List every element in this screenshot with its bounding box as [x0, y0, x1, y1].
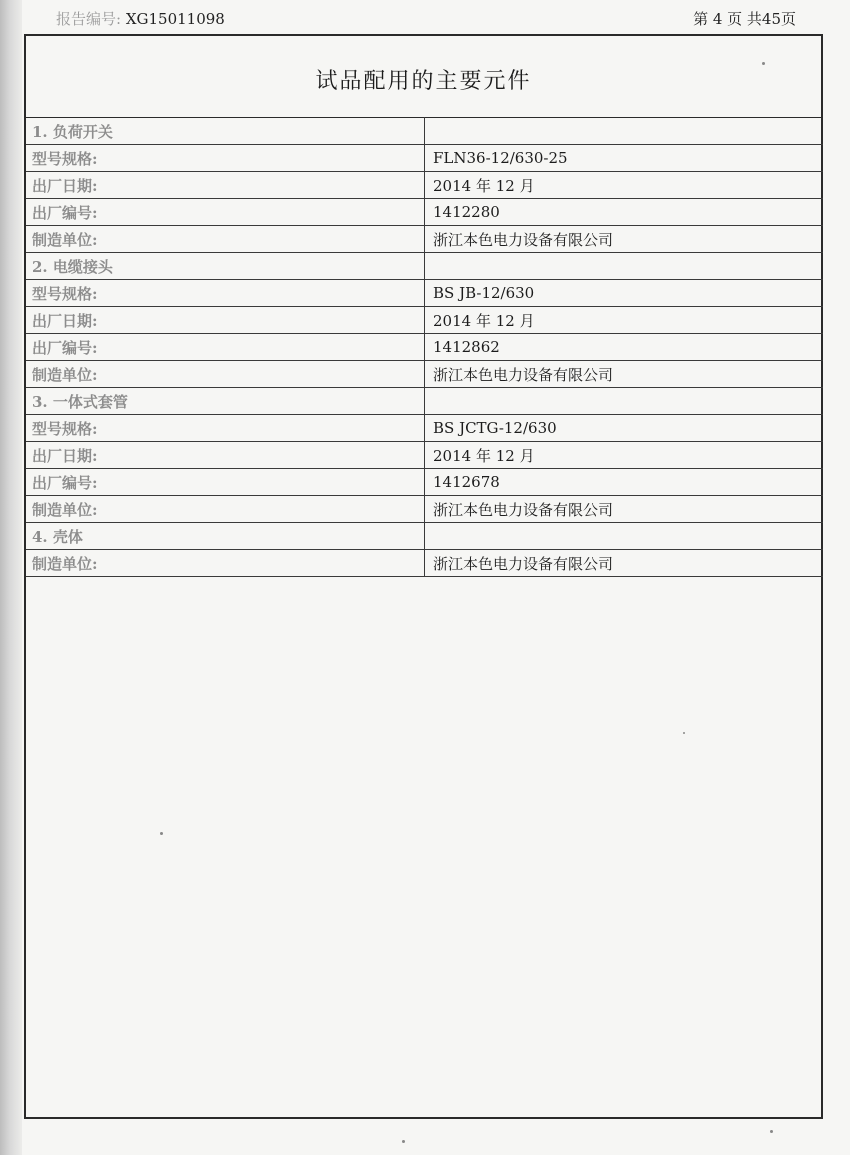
table-row: [26, 307, 823, 334]
row-value: 2014 年 12 月: [425, 172, 824, 199]
components-table: [26, 117, 823, 577]
scan-speck: [683, 732, 685, 734]
page-indicator: 第 4 页 共45页: [693, 10, 796, 28]
row-value: [425, 523, 824, 550]
scan-speck: [770, 1130, 773, 1133]
scan-speck: [402, 1140, 405, 1143]
row-value: [425, 253, 824, 280]
row-value: 浙江本色电力设备有限公司: [425, 496, 824, 523]
scan-speck: [762, 62, 765, 65]
table-row: [26, 172, 823, 199]
row-label: 1. 负荷开关: [26, 118, 425, 145]
row-value: 浙江本色电力设备有限公司: [425, 361, 824, 388]
table-row: [26, 550, 823, 577]
row-value: 2014 年 12 月: [425, 307, 824, 334]
scan-edge-shadow: [0, 0, 22, 1155]
table-row: [26, 523, 823, 550]
row-label: 制造单位:: [26, 550, 425, 577]
row-value: BS JCTG-12/630: [425, 415, 824, 442]
table-row: [26, 280, 823, 307]
row-label: 4. 壳体: [26, 523, 425, 550]
row-value: [425, 388, 824, 415]
page-title: 试品配用的主要元件: [315, 69, 532, 94]
row-label: 出厂日期:: [26, 307, 425, 334]
table-row: [26, 388, 823, 415]
row-label: 制造单位:: [26, 361, 425, 388]
row-value: FLN36-12/630-25: [425, 145, 824, 172]
table-row: [26, 469, 823, 496]
table-row: [26, 226, 823, 253]
row-label: 制造单位:: [26, 496, 425, 523]
report-number-label: 报告编号:: [56, 10, 122, 28]
document-frame: [24, 34, 823, 1119]
row-value: BS JB-12/630: [425, 280, 824, 307]
row-value: 2014 年 12 月: [425, 442, 824, 469]
row-label: 型号规格:: [26, 415, 425, 442]
row-value: 浙江本色电力设备有限公司: [425, 550, 824, 577]
table-row: [26, 334, 823, 361]
table-row: [26, 118, 823, 145]
row-label: 2. 电缆接头: [26, 253, 425, 280]
row-label: 3. 一体式套管: [26, 388, 425, 415]
report-number-value: XG15011098: [125, 10, 225, 28]
table-row: [26, 442, 823, 469]
table-row: [26, 496, 823, 523]
scan-speck: [160, 832, 163, 835]
report-number-header: [56, 8, 225, 29]
row-label: 出厂日期:: [26, 172, 425, 199]
row-value: [425, 118, 824, 145]
row-value: 浙江本色电力设备有限公司: [425, 226, 824, 253]
row-label: 出厂日期:: [26, 442, 425, 469]
row-label: 型号规格:: [26, 280, 425, 307]
row-label: 出厂编号:: [26, 199, 425, 226]
row-label: 型号规格:: [26, 145, 425, 172]
row-value: 1412280: [425, 199, 824, 226]
row-value: 1412862: [425, 334, 824, 361]
row-label: 出厂编号:: [26, 334, 425, 361]
table-row: [26, 145, 823, 172]
row-label: 制造单位:: [26, 226, 425, 253]
table-row: [26, 415, 823, 442]
table-row: [26, 361, 823, 388]
table-row: [26, 199, 823, 226]
row-label: 出厂编号:: [26, 469, 425, 496]
row-value: 1412678: [425, 469, 824, 496]
table-row: [26, 253, 823, 280]
